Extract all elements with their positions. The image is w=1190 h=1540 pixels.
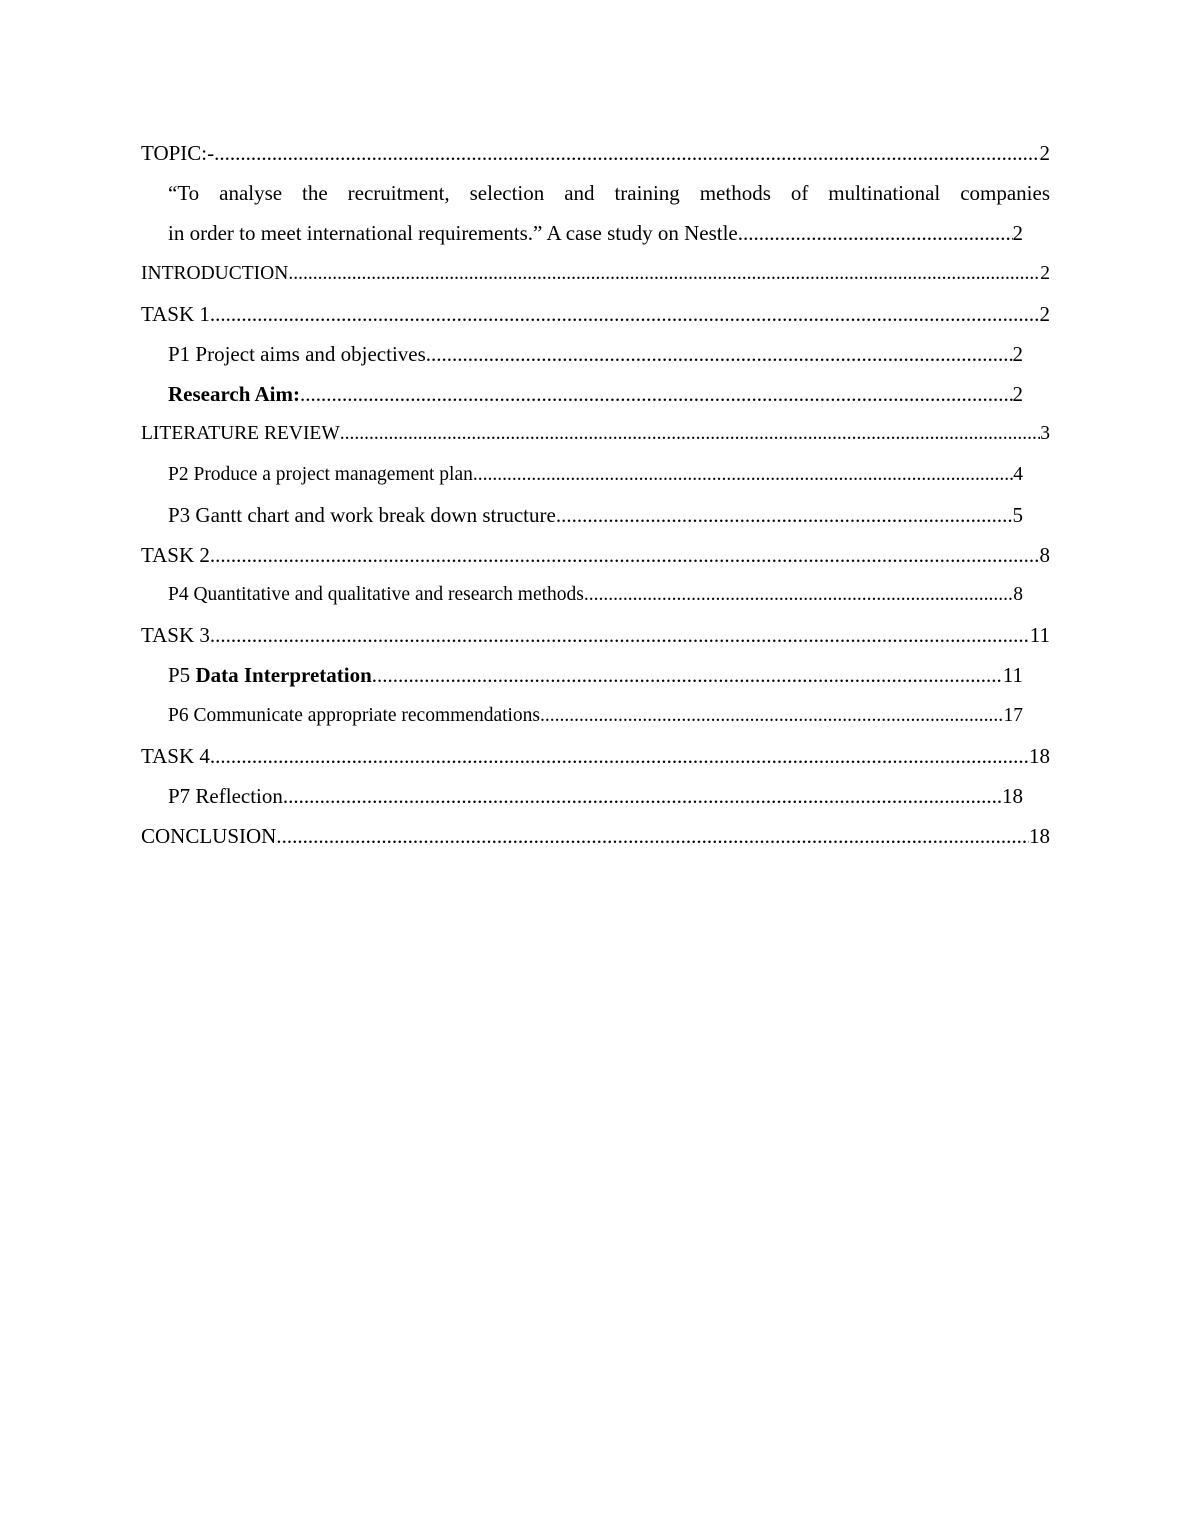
toc-entry-label-prefix: P5 [168, 663, 196, 688]
toc-entry-p7[interactable] [168, 776, 1023, 816]
toc-dot-leader [584, 575, 1013, 615]
toc-dot-leader [556, 495, 1013, 535]
toc-entry-p2[interactable] [168, 455, 1023, 495]
toc-entry-label: P4 Quantitative and qualitative and research methods [168, 584, 584, 606]
toc-dot-leader [210, 615, 1030, 655]
toc-entry-conclusion[interactable] [141, 816, 1050, 856]
toc-page-number: 18 [1029, 824, 1050, 849]
toc-page-number: 18 [1029, 743, 1050, 768]
toc-entry-label: LITERATURE REVIEW [141, 423, 340, 445]
toc-dot-leader [340, 414, 1040, 454]
toc-page-number: 17 [1003, 704, 1023, 726]
toc-entry-label-line-1: “To analyse the recruitment, selection and training methods of multinational companies [168, 181, 1050, 206]
toc-entry-label: INTRODUCTION [141, 262, 289, 284]
toc-dot-leader [372, 655, 1003, 695]
toc-entry-research-aim[interactable] [168, 374, 1023, 414]
toc-entry-task-1[interactable] [141, 294, 1050, 334]
toc-entry-label: P2 Produce a project management plan [168, 463, 473, 485]
toc-entry-label-bold: Data Interpretation [195, 663, 372, 688]
toc-page-number: 8 [1039, 542, 1050, 567]
table-of-contents [141, 133, 1050, 856]
toc-dot-leader [473, 455, 1013, 495]
toc-page-number: 11 [1029, 623, 1050, 648]
toc-entry-p5[interactable] [168, 655, 1023, 695]
toc-dot-leader [276, 816, 1029, 856]
toc-entry-p6[interactable] [168, 696, 1023, 736]
toc-page-number: 2 [1039, 301, 1050, 326]
toc-dot-leader [300, 374, 1013, 414]
toc-page-number: 2 [1012, 382, 1023, 407]
toc-entry-introduction[interactable] [141, 254, 1050, 294]
toc-entry-label: P6 Communicate appropriate recommendations [168, 704, 541, 726]
toc-entry-task-4[interactable] [141, 736, 1050, 776]
toc-entry-label: P7 Reflection [168, 784, 283, 808]
toc-page-number: 5 [1012, 502, 1023, 527]
toc-entry-task-3[interactable] [141, 615, 1050, 655]
toc-entry-p4[interactable] [168, 575, 1023, 615]
toc-entry-label: TOPIC:- [141, 141, 215, 165]
toc-page-number: 2 [1040, 262, 1050, 284]
toc-entry-task-2[interactable] [141, 535, 1050, 575]
toc-dot-leader [210, 535, 1040, 575]
toc-dot-leader [540, 696, 1003, 736]
toc-page-number: 2 [1012, 221, 1023, 246]
toc-entry-label: CONCLUSION [141, 824, 277, 849]
toc-entry-label: P3 Gantt chart and work break down structure [168, 502, 556, 527]
toc-entry-topic-statement[interactable] [168, 173, 1050, 253]
toc-dot-leader [738, 213, 1013, 253]
toc-entry-literature-review[interactable] [141, 414, 1050, 454]
toc-dot-leader [288, 254, 1040, 294]
toc-page-number: 8 [1013, 584, 1023, 606]
toc-page-number: 11 [1002, 663, 1023, 688]
toc-page-number: 4 [1013, 463, 1023, 485]
toc-page-number: 18 [1002, 784, 1023, 808]
toc-dot-leader [426, 334, 1013, 374]
toc-entry-topic[interactable] [141, 133, 1050, 173]
toc-entry-label [168, 655, 372, 695]
toc-dot-leader [283, 776, 1002, 816]
toc-entry-label: P1 Project aims and objectives [168, 341, 426, 366]
toc-entry-label-line-2: in order to meet international requirements.” A case study on Nestle [168, 221, 738, 246]
toc-page-number: 2 [1039, 141, 1050, 165]
toc-page-number: 3 [1040, 423, 1050, 445]
toc-dot-leader [210, 736, 1029, 776]
toc-page-number: 2 [1012, 341, 1023, 366]
toc-entry-label: TASK 3 [141, 623, 210, 648]
toc-entry-label: TASK 4 [141, 743, 210, 768]
toc-entry-label: TASK 2 [141, 542, 210, 567]
toc-dot-leader [214, 133, 1039, 173]
toc-entry-p1[interactable] [168, 334, 1023, 374]
toc-entry-p3[interactable] [168, 495, 1023, 535]
toc-dot-leader [210, 294, 1040, 334]
toc-entry-label: Research Aim: [168, 382, 300, 407]
toc-entry-label: TASK 1 [141, 301, 210, 326]
